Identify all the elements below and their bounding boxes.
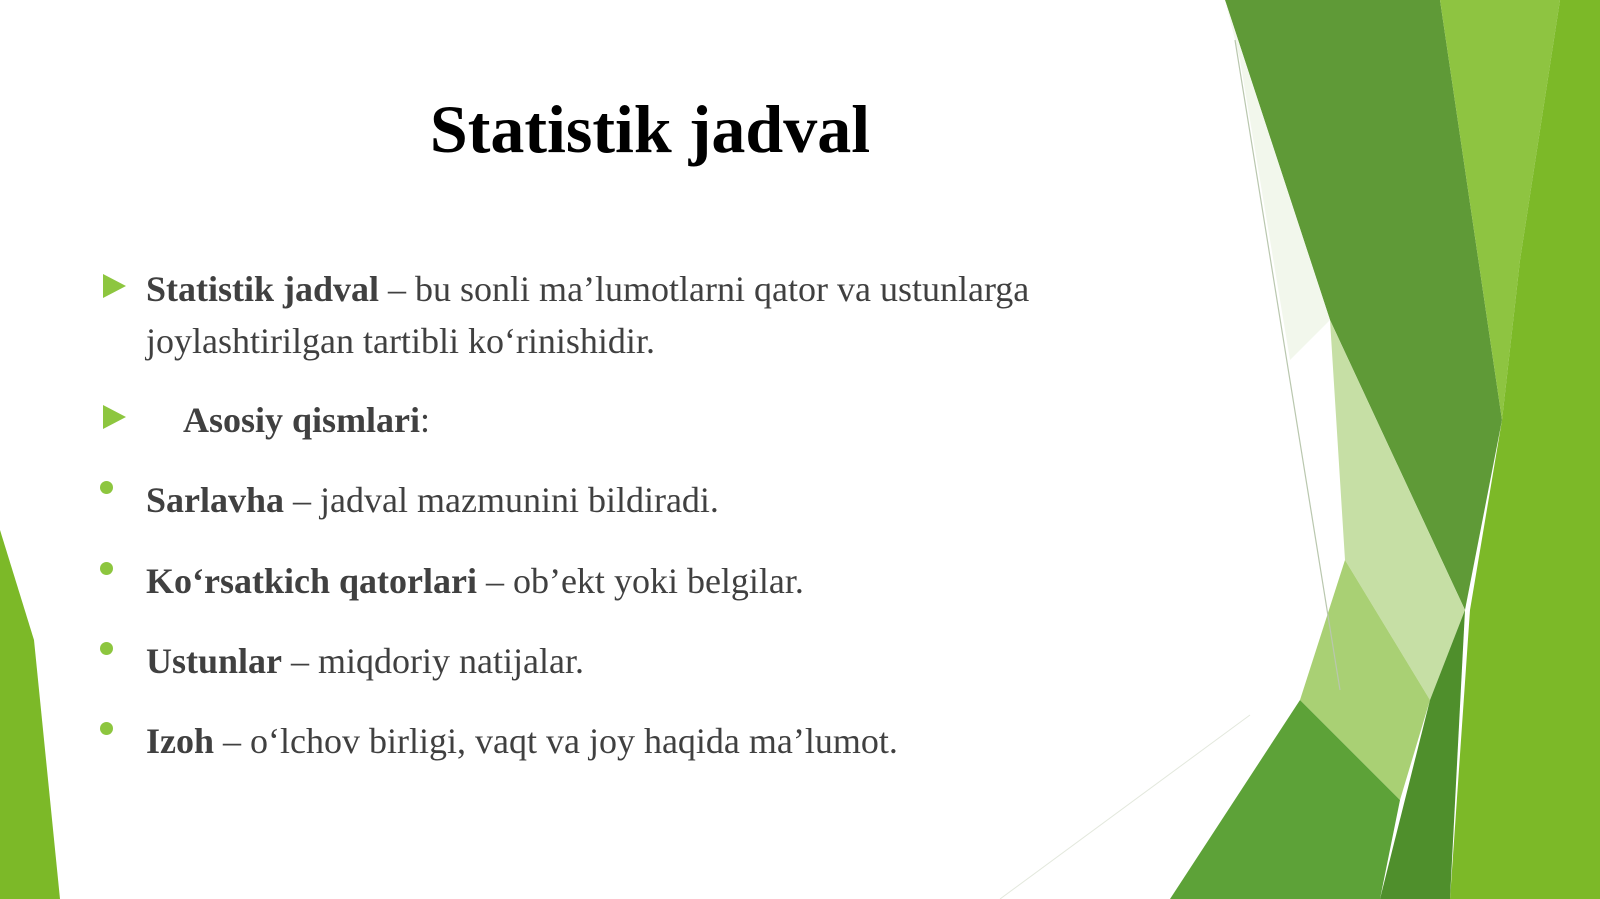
list-item [0, 555, 1200, 607]
list-item-description: – bu sonli ma’lumotlarni qator va ustunlarga joylashtirilgan tartibli ko‘rinishidir. [146, 269, 1030, 361]
list-item [0, 715, 1200, 767]
list-item-term: Asosiy qismlari [146, 400, 384, 440]
list-item-term: Izoh [146, 721, 215, 761]
list-item-text [146, 394, 1146, 446]
dot-bullet-icon [100, 642, 113, 655]
list-item-term: Ko‘rsatkich qatorlari [146, 561, 477, 601]
list-item [0, 635, 1200, 687]
list-item-description: : [383, 400, 394, 440]
list-item-description: – miqdoriy natijalar. [282, 641, 584, 681]
list-item-text [146, 635, 1146, 687]
list-item-text [146, 474, 1146, 526]
list-item-description: – o‘lchov birligi, vaqt va joy haqida ma’lumot. [214, 721, 898, 761]
list-item-term: Sarlavha [146, 480, 285, 520]
dot-bullet-icon [100, 481, 113, 494]
list-item-text [146, 263, 1146, 367]
dot-bullet-icon [100, 722, 113, 735]
list-item-text [146, 555, 1146, 607]
list-item-term: Statistik jadval [146, 269, 380, 309]
list-item-text [146, 715, 1146, 767]
list-item-description: – ob’ekt yoki belgilar. [476, 561, 804, 601]
list-item-description: – jadval mazmunini bildiradi. [284, 480, 719, 520]
arrow-bullet-icon [103, 405, 126, 429]
slide-title: Statistik jadval [429, 91, 871, 167]
list-item [0, 394, 1200, 446]
list-item [0, 263, 1200, 373]
list-item-prefix-glyph [146, 400, 183, 440]
arrow-bullet-icon [103, 274, 126, 298]
list-item-term: Ustunlar [146, 641, 283, 681]
dot-bullet-icon [100, 562, 113, 575]
list-item [0, 474, 1200, 526]
